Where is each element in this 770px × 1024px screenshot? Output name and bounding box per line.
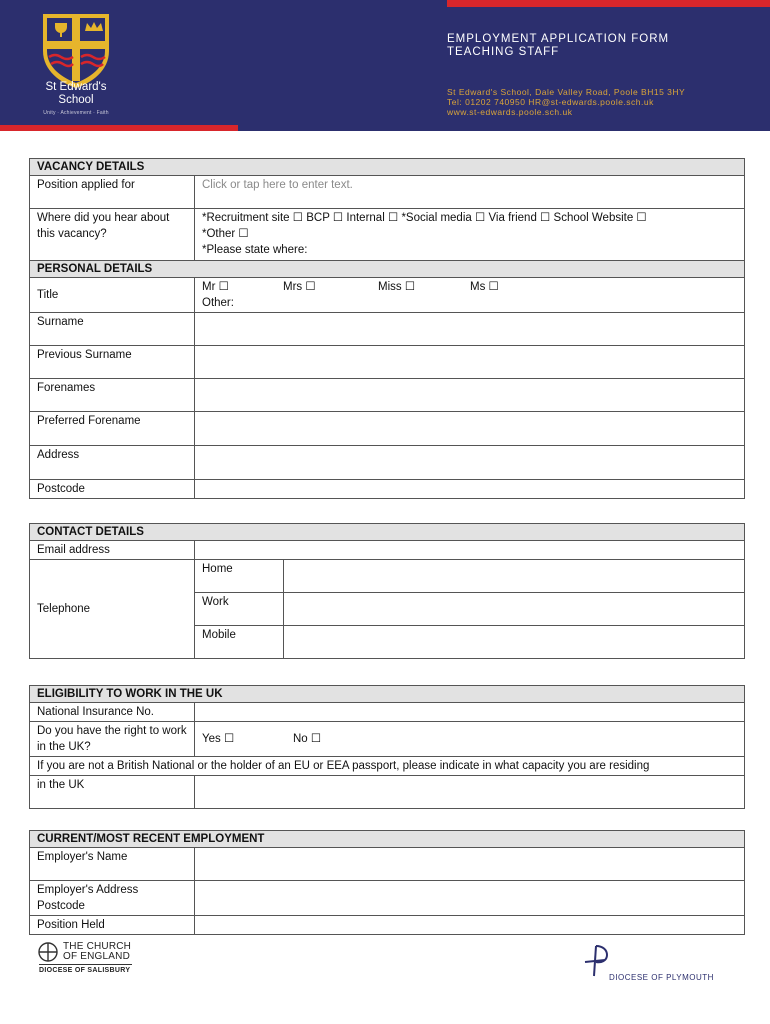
- employer-address-label-cell: [30, 881, 195, 916]
- previous-surname-label: Previous Surname: [30, 346, 195, 379]
- position-held-field[interactable]: [195, 916, 745, 935]
- position-held-label: Position Held: [30, 916, 195, 935]
- school-name: [30, 81, 122, 107]
- right-to-work-no[interactable]: No ☐: [293, 733, 322, 745]
- preferred-forename-label: Preferred Forename: [30, 412, 195, 446]
- ni-label: National Insurance No.: [30, 703, 195, 722]
- mobile-label: Mobile: [195, 626, 284, 659]
- employer-address-row: [30, 881, 745, 916]
- employer-name-row: [30, 848, 745, 881]
- employer-postcode-label: Postcode: [37, 900, 85, 912]
- residing-question-row: [30, 757, 745, 776]
- coe-name-line2: OF ENGLAND: [63, 951, 131, 962]
- postcode-field[interactable]: [195, 480, 745, 499]
- vacancy-personal-table: [29, 158, 745, 499]
- diocese-plymouth-logo-icon: [583, 944, 609, 978]
- employer-address-field[interactable]: [195, 881, 745, 916]
- school-name-line2: School: [58, 94, 94, 106]
- mobile-phone-field[interactable]: [284, 626, 745, 659]
- school-name-line1: St Edward's: [45, 81, 107, 93]
- school-phone-email: Tel: 01202 740950 HR@st-edwards.poole.sch.uk: [447, 97, 654, 107]
- employer-address-label: Employer's Address: [37, 884, 139, 896]
- surname-label: Surname: [30, 313, 195, 346]
- hear-row: [30, 209, 745, 261]
- postcode-row: [30, 480, 745, 499]
- address-row: [30, 446, 745, 480]
- title-option-mr[interactable]: Mr ☐: [202, 281, 229, 293]
- email-label: Email address: [30, 541, 195, 560]
- personal-heading-row: [30, 261, 745, 278]
- previous-surname-field[interactable]: [195, 346, 745, 379]
- home-label: Home: [195, 560, 284, 593]
- position-placeholder[interactable]: Click or tap here to enter text.: [202, 179, 353, 191]
- title-options[interactable]: [195, 278, 745, 313]
- forenames-row: [30, 379, 745, 412]
- right-to-work-yes[interactable]: Yes ☐: [202, 733, 235, 745]
- employment-heading: CURRENT/MOST RECENT EMPLOYMENT: [30, 831, 745, 848]
- vacancy-heading: VACANCY DETAILS: [30, 159, 745, 176]
- right-to-work-label: Do you have the right to work in the UK?: [30, 722, 195, 757]
- surname-field[interactable]: [195, 313, 745, 346]
- address-label: Address: [30, 446, 195, 480]
- hear-options-line1[interactable]: *Recruitment site ☐ BCP ☐ Internal ☐ *Social media ☐ Via friend ☐ School Website ☐: [202, 212, 647, 224]
- forenames-label: Forenames: [30, 379, 195, 412]
- home-phone-row: [30, 560, 745, 593]
- title-label: Title: [30, 278, 195, 313]
- residing-field[interactable]: [195, 776, 745, 809]
- school-address: St Edward's School, Dale Valley Road, Poole BH15 3HY: [447, 87, 686, 97]
- employer-name-field[interactable]: [195, 848, 745, 881]
- header-red-stripe-top: [447, 0, 770, 7]
- form-title-line1: EMPLOYMENT APPLICATION FORM: [447, 33, 670, 45]
- contact-heading: CONTACT DETAILS: [30, 524, 745, 541]
- title-option-miss[interactable]: Miss ☐: [378, 281, 416, 293]
- postcode-label: Postcode: [30, 480, 195, 499]
- residing-question: If you are not a British National or the holder of an EU or EEA passport, please indicate in what capacity you are residing: [30, 757, 745, 776]
- hear-options[interactable]: [195, 209, 745, 261]
- employment-heading-row: [30, 831, 745, 848]
- header-red-stripe-bottom: [0, 125, 238, 131]
- residing-question-cont: in the UK: [30, 776, 195, 809]
- position-label: Position applied for: [30, 176, 195, 209]
- vacancy-heading-row: [30, 159, 745, 176]
- hear-options-line3: *Please state where:: [202, 244, 308, 256]
- preferred-forename-row: [30, 412, 745, 446]
- employer-name-label: Employer's Name: [30, 848, 195, 881]
- school-motto: Unity · Achievement · Faith: [43, 110, 109, 116]
- coe-name-line1: THE CHURCH: [63, 941, 132, 952]
- title-option-mrs[interactable]: Mrs ☐: [283, 281, 316, 293]
- email-row: [30, 541, 745, 560]
- hear-label: Where did you hear about this vacancy?: [30, 209, 195, 261]
- previous-surname-row: [30, 346, 745, 379]
- school-website-link[interactable]: www.st-edwards.poole.sch.uk: [447, 107, 573, 117]
- work-label: Work: [195, 593, 284, 626]
- coe-name: [63, 942, 131, 962]
- surname-row: [30, 313, 745, 346]
- contact-heading-row: [30, 524, 745, 541]
- ni-row: [30, 703, 745, 722]
- ni-field[interactable]: [195, 703, 745, 722]
- title-row: [30, 278, 745, 313]
- home-phone-field[interactable]: [284, 560, 745, 593]
- eligibility-table: [29, 685, 745, 809]
- position-field[interactable]: [195, 176, 745, 209]
- hear-options-line2[interactable]: *Other ☐: [202, 228, 249, 240]
- telephone-label: Telephone: [30, 560, 195, 659]
- form-title-line2: TEACHING STAFF: [447, 46, 560, 58]
- coe-diocese: DIOCESE OF SALISBURY: [39, 967, 131, 974]
- contact-table: [29, 523, 745, 659]
- form-title: [447, 33, 669, 59]
- coe-divider: [39, 964, 132, 965]
- title-option-ms[interactable]: Ms ☐: [470, 281, 499, 293]
- school-crest-icon: [39, 11, 113, 89]
- plymouth-diocese-name: DIOCESE OF PLYMOUTH: [609, 973, 714, 982]
- church-of-england-logo-icon: [37, 941, 59, 963]
- position-held-row: [30, 916, 745, 935]
- residing-answer-row: [30, 776, 745, 809]
- work-phone-field[interactable]: [284, 593, 745, 626]
- title-other[interactable]: Other:: [202, 297, 234, 309]
- personal-heading: PERSONAL DETAILS: [30, 261, 745, 278]
- email-field[interactable]: [195, 541, 745, 560]
- employment-table: [29, 830, 745, 935]
- eligibility-heading-row: [30, 686, 745, 703]
- preferred-forename-field[interactable]: [195, 412, 745, 446]
- eligibility-heading: ELIGIBILITY TO WORK IN THE UK: [30, 686, 745, 703]
- position-row: [30, 176, 745, 209]
- school-contact-block: [447, 87, 685, 117]
- right-to-work-options[interactable]: [195, 722, 745, 757]
- right-to-work-row: [30, 722, 745, 757]
- forenames-field[interactable]: [195, 379, 745, 412]
- address-field[interactable]: [195, 446, 745, 480]
